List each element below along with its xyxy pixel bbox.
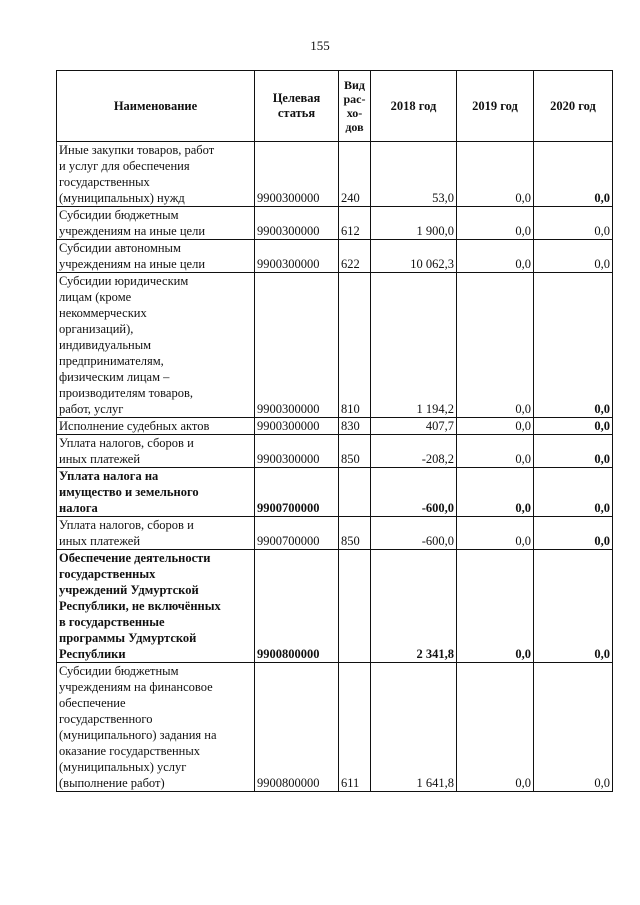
- row-target-code: 9900300000: [255, 273, 339, 418]
- row-value-2018: 10 062,3: [371, 240, 457, 273]
- row-value-2020: 0,0: [534, 663, 613, 792]
- row-value-2020: 0,0: [534, 207, 613, 240]
- row-name: Уплата налога на имущество и земельного налога: [57, 468, 255, 517]
- row-value-2019: 0,0: [457, 240, 534, 273]
- row-value-2020: 0,0: [534, 418, 613, 435]
- row-expense-type: 240: [339, 142, 371, 207]
- table-row: [57, 435, 613, 468]
- row-value-2019: 0,0: [457, 273, 534, 418]
- row-expense-type: 850: [339, 517, 371, 550]
- row-target-code: 9900700000: [255, 517, 339, 550]
- row-value-2019: 0,0: [457, 435, 534, 468]
- row-name: Субсидии юридическим лицам (кроме некоммерческих организаций), индивидуальным предпринимателям, физическим лицам – производителям товаров, работ, услуг: [57, 273, 255, 418]
- row-expense-type: [339, 468, 371, 517]
- row-name: Обеспечение деятельности государственных учреждений Удмуртской Республики, не включённых в государственные программы Удмуртской Республики: [57, 550, 255, 663]
- row-expense-type: 810: [339, 273, 371, 418]
- row-name: Уплата налогов, сборов и иных платежей: [57, 517, 255, 550]
- table-row: [57, 418, 613, 435]
- row-target-code: 9900300000: [255, 142, 339, 207]
- row-expense-type: 611: [339, 663, 371, 792]
- row-value-2020: 0,0: [534, 468, 613, 517]
- row-name: Субсидии бюджетным учреждениям на иные цели: [57, 207, 255, 240]
- row-expense-type: 622: [339, 240, 371, 273]
- row-value-2018: 1 900,0: [371, 207, 457, 240]
- row-value-2020: 0,0: [534, 273, 613, 418]
- row-target-code: 9900300000: [255, 418, 339, 435]
- table-row: [57, 663, 613, 792]
- header-target: Целевая статья: [255, 71, 339, 142]
- row-name: Исполнение судебных актов: [57, 418, 255, 435]
- table-row: [57, 468, 613, 517]
- row-expense-type: [339, 550, 371, 663]
- row-name: Субсидии автономным учреждениям на иные цели: [57, 240, 255, 273]
- row-value-2020: 0,0: [534, 435, 613, 468]
- header-2020: 2020 год: [534, 71, 613, 142]
- table-row: [57, 517, 613, 550]
- table-row: [57, 207, 613, 240]
- row-value-2018: 2 341,8: [371, 550, 457, 663]
- table-row: [57, 142, 613, 207]
- row-name: Уплата налогов, сборов и иных платежей: [57, 435, 255, 468]
- table-row: [57, 273, 613, 418]
- row-value-2020: 0,0: [534, 240, 613, 273]
- row-value-2019: 0,0: [457, 663, 534, 792]
- row-value-2018: 407,7: [371, 418, 457, 435]
- page-number: 155: [310, 38, 330, 53]
- header-vid: Вид рас- хо- дов: [339, 71, 371, 142]
- row-expense-type: 830: [339, 418, 371, 435]
- budget-table: [56, 70, 613, 792]
- row-value-2020: 0,0: [534, 517, 613, 550]
- row-value-2018: 1 194,2: [371, 273, 457, 418]
- row-target-code: 9900300000: [255, 435, 339, 468]
- table-header-row: [57, 71, 613, 142]
- row-value-2019: 0,0: [457, 142, 534, 207]
- row-target-code: 9900700000: [255, 468, 339, 517]
- table-row: [57, 240, 613, 273]
- row-name: Иные закупки товаров, работ и услуг для обеспечения государственных (муниципальных) нужд: [57, 142, 255, 207]
- row-value-2019: 0,0: [457, 207, 534, 240]
- row-value-2019: 0,0: [457, 517, 534, 550]
- row-value-2018: -600,0: [371, 517, 457, 550]
- row-value-2019: 0,0: [457, 418, 534, 435]
- row-expense-type: 612: [339, 207, 371, 240]
- row-value-2018: 53,0: [371, 142, 457, 207]
- table-row: [57, 550, 613, 663]
- row-target-code: 9900800000: [255, 550, 339, 663]
- row-target-code: 9900300000: [255, 240, 339, 273]
- row-target-code: 9900300000: [255, 207, 339, 240]
- header-2018: 2018 год: [371, 71, 457, 142]
- row-value-2018: -208,2: [371, 435, 457, 468]
- row-value-2019: 0,0: [457, 550, 534, 663]
- header-2019: 2019 год: [457, 71, 534, 142]
- header-name: Наименование: [57, 71, 255, 142]
- row-expense-type: 850: [339, 435, 371, 468]
- row-value-2018: -600,0: [371, 468, 457, 517]
- row-value-2019: 0,0: [457, 468, 534, 517]
- row-target-code: 9900800000: [255, 663, 339, 792]
- row-value-2018: 1 641,8: [371, 663, 457, 792]
- row-value-2020: 0,0: [534, 550, 613, 663]
- row-value-2020: 0,0: [534, 142, 613, 207]
- row-name: Субсидии бюджетным учреждениям на финансовое обеспечение государственного (муниципального) задания на оказание государственных (муниципальных) услуг (выполнение работ): [57, 663, 255, 792]
